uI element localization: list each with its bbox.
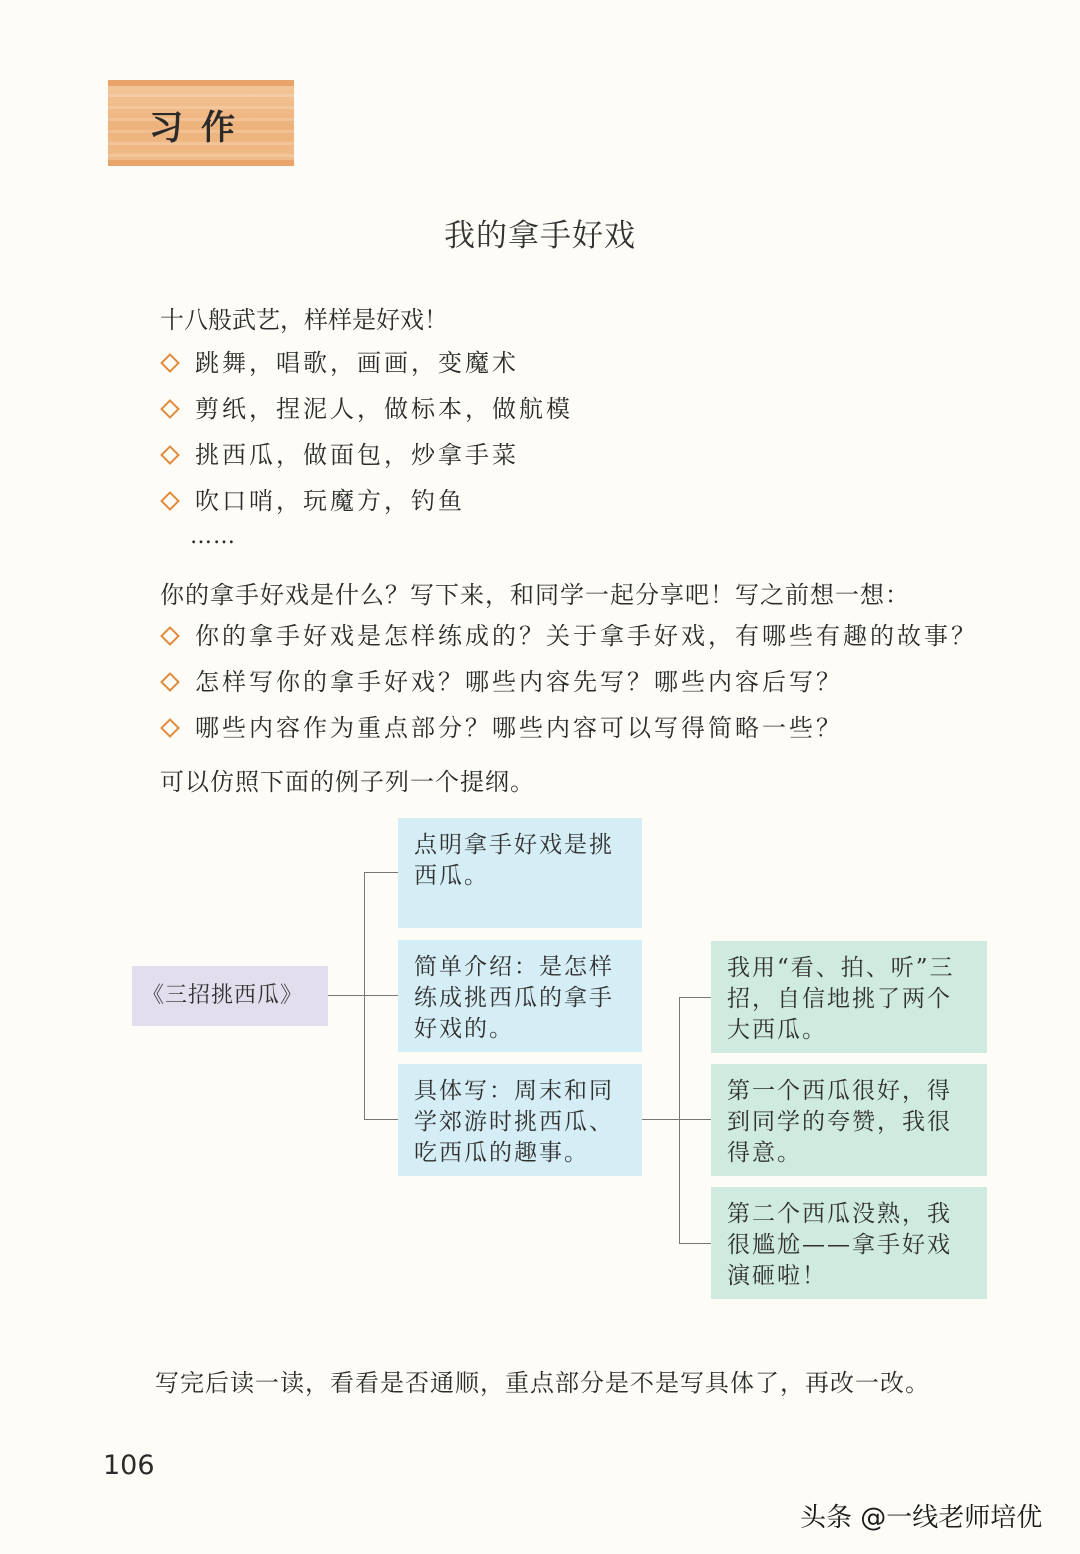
- outline-point-box: 具体写：周末和同学郊游时挑西瓜、吃西瓜的趣事。: [398, 1064, 642, 1176]
- diamond-bullet-icon: [160, 626, 180, 646]
- ellipsis: ……: [190, 524, 236, 549]
- outline-root-box: 《三招挑西瓜》: [132, 966, 328, 1026]
- section-header: [108, 80, 294, 166]
- list-item: 怎样写你的拿手好戏？哪些内容先写？哪些内容后写？: [160, 659, 978, 705]
- list-item: 你的拿手好戏是怎样练成的？关于拿手好戏，有哪些有趣的故事？: [160, 613, 978, 659]
- outline-detail-box: 我用“看、拍、听”三招，自信地挑了两个大西瓜。: [711, 941, 987, 1053]
- header-stripe: [108, 160, 294, 166]
- connector-line: [679, 1119, 711, 1120]
- intro-text: 十八般武艺，样样是好戏！: [160, 306, 448, 334]
- outline-point-box: 简单介绍：是怎样练成挑西瓜的拿手好戏的。: [398, 940, 642, 1052]
- connector-line: [679, 1243, 711, 1244]
- section-title: 习作: [149, 108, 253, 148]
- outline-detail-box: 第二个西瓜没熟，我很尴尬——拿手好戏演砸啦！: [711, 1187, 987, 1299]
- connector-line: [328, 995, 364, 996]
- connector-line: [642, 1119, 679, 1120]
- list-item: 跳舞，唱歌，画画，变魔术: [160, 340, 573, 386]
- connector-line: [364, 1119, 398, 1120]
- example-list: [160, 340, 573, 524]
- diamond-bullet-icon: [160, 672, 180, 692]
- diamond-bullet-icon: [160, 718, 180, 738]
- outline-intro: 可以仿照下面的例子列一个提纲。: [160, 768, 535, 796]
- page-number: 106: [103, 1450, 155, 1481]
- diamond-bullet-icon: [160, 399, 180, 419]
- diamond-bullet-icon: [160, 445, 180, 465]
- page-title: 我的拿手好戏: [444, 218, 636, 254]
- outline-detail-box: 第一个西瓜很好，得到同学的夸赞，我很得意。: [711, 1064, 987, 1176]
- final-note: 写完后读一读，看看是否通顺，重点部分是不是写具体了，再改一改。: [155, 1369, 930, 1397]
- connector-line: [679, 997, 711, 998]
- connector-line: [679, 997, 680, 1243]
- diamond-bullet-icon: [160, 353, 180, 373]
- list-item: 剪纸，捏泥人，做标本，做航模: [160, 386, 573, 432]
- list-item: 吹口哨，玩魔方，钓鱼: [160, 478, 573, 524]
- connector-line: [364, 995, 398, 996]
- list-item: 哪些内容作为重点部分？哪些内容可以写得简略一些？: [160, 705, 978, 751]
- list-item: 挑西瓜，做面包，炒拿手菜: [160, 432, 573, 478]
- connector-line: [364, 872, 365, 1120]
- question-text: 你的拿手好戏是什么？写下来，和同学一起分享吧！写之前想一想：: [160, 581, 910, 609]
- diamond-bullet-icon: [160, 491, 180, 511]
- header-stripe: [108, 80, 294, 86]
- think-list: [160, 613, 978, 751]
- watermark: 头条 @一线老师培优: [800, 1503, 1043, 1533]
- connector-line: [364, 872, 398, 873]
- outline-point-box: 点明拿手好戏是挑西瓜。: [398, 818, 642, 928]
